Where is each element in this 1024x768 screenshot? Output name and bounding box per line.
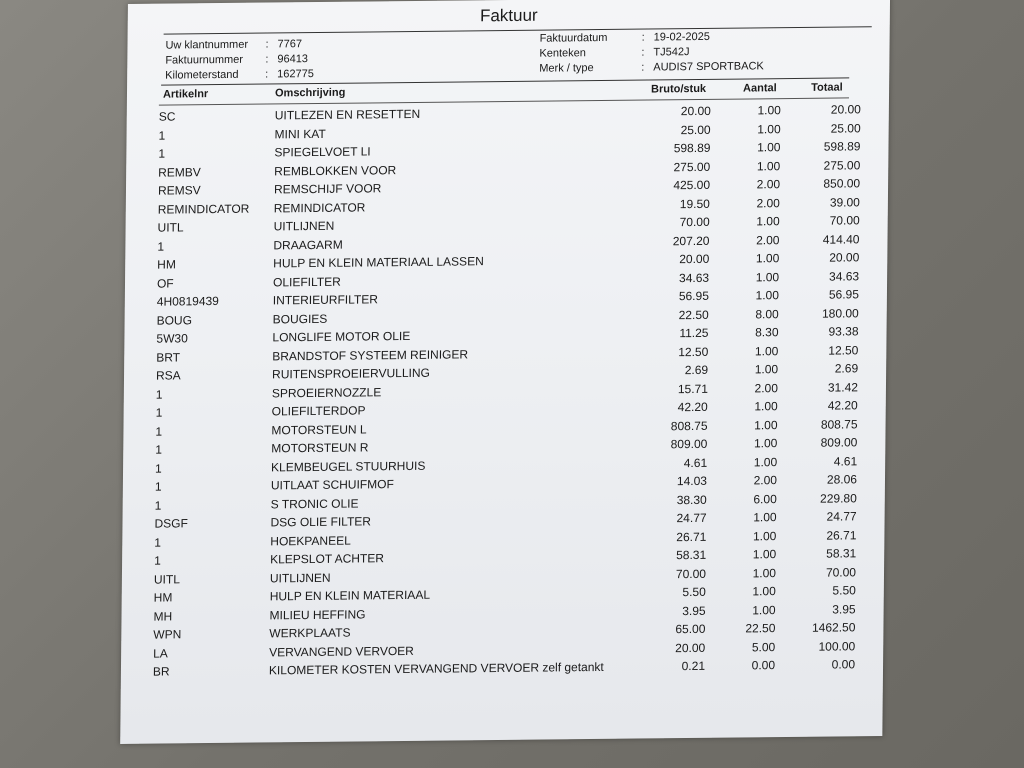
aantal-cell: 2.00 bbox=[754, 380, 779, 395]
omschrijving-cell: KLEMBEUGEL STUURHUIS bbox=[271, 458, 426, 474]
omschrijving-cell: UITLEZEN EN RESETTEN bbox=[274, 106, 421, 123]
bruto-cell: 598.89 bbox=[673, 140, 711, 156]
colon: : bbox=[641, 31, 645, 44]
artikelnr-cell: UITL bbox=[153, 571, 181, 587]
invoice-title: Faktuur bbox=[479, 5, 538, 26]
artikelnr-cell: 1 bbox=[154, 479, 162, 494]
aantal-cell: 22.50 bbox=[745, 621, 776, 636]
artikelnr-cell: BRT bbox=[156, 349, 181, 365]
bruto-cell: 26.71 bbox=[676, 529, 707, 544]
aantal-cell: 8.30 bbox=[755, 325, 779, 340]
bruto-cell: 56.95 bbox=[678, 288, 709, 304]
totaal-cell: 34.63 bbox=[829, 268, 860, 284]
artikelnr-cell: 1 bbox=[157, 239, 165, 254]
totaal-cell: 5.50 bbox=[832, 583, 856, 598]
kilometerstand-value: 162775 bbox=[277, 68, 314, 81]
colon: : bbox=[265, 38, 269, 51]
artikelnr-cell: BOUG bbox=[156, 312, 193, 328]
bruto-cell: 809.00 bbox=[670, 436, 708, 452]
omschrijving-cell: OLIEFILTERDOP bbox=[271, 403, 366, 419]
omschrijving-cell: UITLAAT SCHUIFMOF bbox=[270, 477, 394, 493]
omschrijving-cell: REMBLOKKEN VOOR bbox=[274, 162, 397, 178]
artikelnr-cell: 1 bbox=[155, 424, 163, 439]
totaal-cell: 42.20 bbox=[827, 398, 858, 413]
aantal-cell: 1.00 bbox=[754, 399, 778, 414]
omschrijving-cell: HULP EN KLEIN MATERIAAL LASSEN bbox=[273, 254, 484, 271]
omschrijving-cell: DRAAGARM bbox=[273, 237, 343, 252]
totaal-cell: 414.40 bbox=[822, 231, 860, 247]
artikelnr-cell: 1 bbox=[155, 405, 163, 420]
aantal-cell: 1.00 bbox=[754, 343, 779, 358]
bruto-cell: 25.00 bbox=[680, 122, 711, 137]
artikelnr-cell: WPN bbox=[153, 627, 182, 642]
artikelnr-cell: SC bbox=[158, 109, 176, 124]
faktuurnummer-value: 96413 bbox=[277, 53, 309, 66]
omschrijving-cell: MOTORSTEUN R bbox=[271, 440, 369, 456]
bruto-cell: 207.20 bbox=[672, 233, 710, 248]
header-artikelnr: Artikelnr bbox=[162, 88, 209, 101]
aantal-cell: 1.00 bbox=[753, 510, 777, 525]
bruto-cell: 15.71 bbox=[677, 381, 709, 396]
artikelnr-cell: MH bbox=[153, 608, 173, 624]
merk-value: AUDIS7 SPORTBACK bbox=[653, 60, 764, 74]
totaal-cell: 0.00 bbox=[831, 657, 856, 672]
aantal-cell: 1.00 bbox=[753, 454, 778, 469]
totaal-cell: 229.80 bbox=[820, 490, 857, 506]
invoice-sheet bbox=[120, 0, 890, 744]
bruto-cell: 5.50 bbox=[682, 584, 706, 600]
artikelnr-cell: 1 bbox=[155, 461, 162, 476]
klantnummer-label: Uw klantnummer bbox=[165, 38, 249, 52]
artikelnr-cell: HM bbox=[157, 257, 176, 272]
totaal-cell: 39.00 bbox=[829, 194, 860, 210]
bruto-cell: 34.63 bbox=[678, 270, 710, 285]
aantal-cell: 1.00 bbox=[752, 602, 776, 617]
datum-value: 19-02-2025 bbox=[653, 30, 710, 44]
header-omschrijving: Omschrijving bbox=[274, 86, 346, 100]
omschrijving-cell: MILIEU HEFFING bbox=[269, 606, 366, 622]
artikelnr-cell: 4H0819439 bbox=[156, 293, 219, 309]
omschrijving-cell: MINI KAT bbox=[274, 126, 326, 141]
colon: : bbox=[265, 53, 269, 66]
aantal-cell: 1.00 bbox=[752, 565, 777, 580]
aantal-cell: 1.00 bbox=[756, 214, 780, 229]
aantal-cell: 2.00 bbox=[756, 177, 781, 192]
artikelnr-cell: RSA bbox=[155, 368, 181, 383]
customer-info bbox=[165, 37, 314, 84]
totaal-cell: 56.95 bbox=[828, 287, 860, 302]
omschrijving-cell: OLIEFILTER bbox=[272, 274, 341, 289]
totaal-cell: 24.77 bbox=[826, 509, 857, 524]
artikelnr-cell: REMINDICATOR bbox=[157, 201, 250, 217]
faktuurnummer-label: Faktuurnummer bbox=[165, 53, 244, 67]
colon: : bbox=[641, 46, 645, 59]
omschrijving-cell: KLEPSLOT ACHTER bbox=[270, 551, 385, 567]
vehicle-info bbox=[539, 29, 764, 76]
invoice-lines bbox=[145, 100, 861, 681]
aantal-cell: 5.00 bbox=[751, 639, 776, 654]
totaal-cell: 12.50 bbox=[828, 342, 859, 358]
bruto-cell: 22.50 bbox=[678, 307, 709, 322]
omschrijving-cell: UITLIJNEN bbox=[269, 570, 331, 585]
aantal-cell: 6.00 bbox=[753, 491, 777, 506]
bruto-cell: 42.20 bbox=[677, 399, 708, 415]
aantal-cell: 0.00 bbox=[751, 658, 776, 673]
kilometerstand-row bbox=[165, 67, 314, 84]
totaal-cell: 2.69 bbox=[834, 361, 859, 376]
totaal-cell: 28.06 bbox=[826, 472, 858, 487]
omschrijving-cell: VERVANGEND VERVOER bbox=[269, 643, 414, 659]
aantal-cell: 1.00 bbox=[757, 121, 781, 136]
aantal-cell: 1.00 bbox=[752, 547, 777, 562]
klantnummer-value: 7767 bbox=[277, 38, 303, 51]
totaal-cell: 1462.50 bbox=[811, 620, 856, 635]
artikelnr-cell: LA bbox=[153, 645, 168, 661]
totaal-cell: 20.00 bbox=[830, 102, 861, 117]
totaal-cell: 808.75 bbox=[820, 416, 858, 432]
bruto-cell: 3.95 bbox=[682, 603, 706, 618]
artikelnr-cell: REMBV bbox=[158, 164, 201, 180]
artikelnr-cell: 1 bbox=[155, 442, 163, 457]
totaal-cell: 850.00 bbox=[823, 176, 861, 191]
aantal-cell: 2.00 bbox=[756, 232, 780, 247]
bruto-cell: 2.69 bbox=[684, 362, 709, 378]
artikelnr-cell: DSGF bbox=[154, 516, 188, 531]
bruto-cell: 70.00 bbox=[675, 566, 707, 581]
omschrijving-cell: REMSCHIJF VOOR bbox=[273, 181, 382, 197]
artikelnr-cell: OF bbox=[156, 275, 174, 291]
aantal-cell: 2.00 bbox=[753, 473, 778, 488]
bruto-cell: 4.61 bbox=[683, 455, 708, 470]
aantal-cell: 1.00 bbox=[754, 362, 779, 377]
bruto-cell: 0.21 bbox=[681, 658, 706, 674]
bruto-cell: 58.31 bbox=[676, 547, 707, 563]
kenteken-value: TJ542J bbox=[653, 46, 690, 59]
merk-label: Merk / type bbox=[539, 62, 594, 75]
kilometerstand-label: Kilometerstand bbox=[165, 68, 239, 82]
totaal-cell: 26.71 bbox=[826, 527, 857, 543]
totaal-cell: 4.61 bbox=[833, 453, 858, 469]
omschrijving-cell: DSG OLIE FILTER bbox=[270, 514, 372, 530]
totaal-cell: 93.38 bbox=[828, 324, 859, 339]
totaal-cell: 809.00 bbox=[820, 435, 858, 450]
bruto-cell: 19.50 bbox=[679, 196, 710, 211]
datum-label: Faktuurdatum bbox=[539, 31, 608, 45]
totaal-cell: 275.00 bbox=[823, 157, 861, 173]
artikelnr-cell: 1 bbox=[154, 498, 162, 513]
omschrijving-cell: WERKPLAATS bbox=[269, 625, 351, 641]
bruto-cell: 20.00 bbox=[680, 103, 711, 119]
totaal-cell: 20.00 bbox=[829, 250, 860, 265]
artikelnr-cell: HM bbox=[153, 590, 173, 605]
bruto-cell: 12.50 bbox=[678, 344, 709, 359]
artikelnr-cell: UITL bbox=[157, 220, 184, 235]
bruto-cell: 70.00 bbox=[679, 214, 710, 230]
omschrijving-cell: LONGLIFE MOTOR OLIE bbox=[272, 328, 411, 345]
artikelnr-cell: BR bbox=[152, 664, 170, 679]
totaal-cell: 3.95 bbox=[832, 601, 856, 617]
aantal-cell: 1.00 bbox=[757, 140, 781, 155]
omschrijving-cell: BRANDSTOF SYSTEEM REINIGER bbox=[272, 346, 469, 363]
totaal-cell: 58.31 bbox=[826, 546, 857, 561]
colon: : bbox=[641, 61, 645, 74]
totaal-cell: 180.00 bbox=[821, 305, 859, 321]
omschrijving-cell: KILOMETER KOSTEN VERVANGEND VERVOER zelf getankt bbox=[268, 659, 604, 678]
omschrijving-cell: REMINDICATOR bbox=[273, 199, 366, 215]
aantal-cell: 1.00 bbox=[756, 158, 781, 173]
bruto-cell: 24.77 bbox=[676, 510, 707, 526]
totaal-cell: 70.00 bbox=[825, 564, 857, 580]
merk-row bbox=[539, 59, 764, 76]
aantal-cell: 1.00 bbox=[752, 584, 776, 599]
aantal-cell: 1.00 bbox=[755, 251, 780, 266]
kenteken-label: Kenteken bbox=[539, 47, 586, 60]
omschrijving-cell: SPROEIERNOZZLE bbox=[271, 384, 382, 400]
bruto-cell: 65.00 bbox=[675, 621, 706, 637]
aantal-cell: 2.00 bbox=[756, 195, 780, 210]
bruto-cell: 14.03 bbox=[676, 473, 708, 489]
artikelnr-cell: 1 bbox=[158, 146, 166, 161]
artikelnr-cell: 1 bbox=[158, 128, 166, 143]
header-totaal: Totaal bbox=[811, 81, 843, 94]
header-aantal: Aantal bbox=[743, 82, 777, 95]
omschrijving-cell: BOUGIES bbox=[272, 311, 328, 326]
omschrijving-cell: UITLIJNEN bbox=[273, 218, 335, 234]
bruto-cell: 11.25 bbox=[679, 325, 709, 341]
artikelnr-cell: 1 bbox=[154, 535, 162, 550]
omschrijving-cell: SPIEGELVOET LI bbox=[274, 144, 371, 160]
artikelnr-cell: REMSV bbox=[157, 183, 201, 198]
artikelnr-cell: 1 bbox=[155, 387, 163, 402]
bruto-cell: 20.00 bbox=[679, 251, 710, 267]
faktuurnummer-row bbox=[165, 52, 314, 69]
aantal-cell: 1.00 bbox=[755, 288, 779, 303]
aantal-cell: 1.00 bbox=[752, 528, 777, 543]
aantal-cell: 1.00 bbox=[757, 103, 781, 118]
omschrijving-cell: MOTORSTEUN L bbox=[271, 421, 367, 437]
aantal-cell: 8.00 bbox=[755, 306, 779, 321]
bruto-cell: 425.00 bbox=[673, 177, 711, 193]
bruto-cell: 808.75 bbox=[670, 418, 708, 433]
omschrijving-cell: INTERIEURFILTER bbox=[272, 292, 379, 308]
totaal-cell: 598.89 bbox=[823, 139, 861, 154]
colon: : bbox=[265, 68, 269, 81]
totaal-cell: 100.00 bbox=[818, 638, 856, 654]
totaal-cell: 31.42 bbox=[827, 379, 859, 395]
header-bruto: Bruto/stuk bbox=[651, 82, 707, 96]
artikelnr-cell: 5W30 bbox=[156, 331, 188, 346]
aantal-cell: 1.00 bbox=[753, 436, 778, 451]
omschrijving-cell: RUITENSPROEIERVULLING bbox=[271, 365, 430, 382]
omschrijving-cell: HULP EN KLEIN MATERIAAL bbox=[269, 587, 431, 604]
totaal-cell: 70.00 bbox=[829, 213, 860, 228]
aantal-cell: 1.00 bbox=[754, 417, 778, 432]
bruto-cell: 275.00 bbox=[673, 159, 711, 174]
omschrijving-cell: HOEKPANEEL bbox=[270, 533, 351, 548]
bruto-cell: 20.00 bbox=[675, 640, 706, 655]
aantal-cell: 1.00 bbox=[755, 269, 780, 284]
omschrijving-cell: S TRONIC OLIE bbox=[270, 495, 359, 511]
klantnummer-row bbox=[165, 37, 314, 54]
totaal-cell: 25.00 bbox=[830, 120, 861, 136]
artikelnr-cell: 1 bbox=[154, 553, 161, 568]
bruto-cell: 38.30 bbox=[676, 492, 707, 507]
